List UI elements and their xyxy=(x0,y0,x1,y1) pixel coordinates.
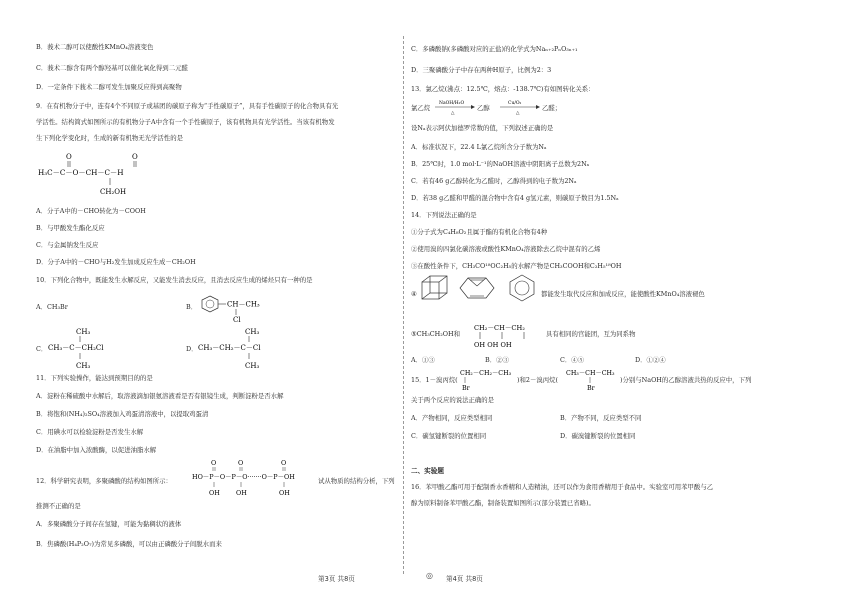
carbonyl-o-2: O xyxy=(132,153,138,161)
q15-stem-b: )和2－溴丙烷( xyxy=(517,376,559,384)
q15-option-d: D．碳溴键断裂的位置相同 xyxy=(560,432,636,440)
arrow2-bot: △ xyxy=(516,111,520,116)
bp1-chain: CH₂－CH₂－CH₃ xyxy=(460,370,512,377)
q12-option-a: A．多聚磷酸分子间存在氢键，可能为黏稠状的液体 xyxy=(36,520,182,528)
q8-option-c: C．莪术二醇含有两个醇羟基可以催化氧化得到二元醛 xyxy=(36,64,188,72)
q15-stem-a: 15．1－溴丙烷( xyxy=(411,376,458,384)
q14-option-c: C．④⑤ xyxy=(560,356,585,364)
q10-b-cl: Cl xyxy=(233,316,241,324)
q13-stem: 13．氯乙烷(沸点：12.5℃，熔点：-138.7℃)有如图转化关系： xyxy=(411,85,595,93)
q15-option-b: B．产物不同，反应类型不同 xyxy=(560,414,642,422)
section-heading-experiment: 二、实验题 xyxy=(411,467,444,475)
pp-main-row: HO－P－O－P－O·······O－P－OH xyxy=(192,473,295,481)
pp-oh-3: OH xyxy=(279,489,290,497)
polyphosphoric-acid-structure xyxy=(192,457,322,499)
q13-chloroethane: 氯乙烷 xyxy=(411,104,431,112)
q10-b-chain: CH－CH₃ xyxy=(227,300,260,309)
q14-statement-4-label: ④ xyxy=(411,290,417,298)
q13-option-c: C．若有46 g乙醇转化为乙醛时，乙醇得到的电子数为2Nₐ xyxy=(411,177,577,185)
q9-option-b: B．与甲酸发生酯化反应 xyxy=(36,224,105,232)
pp-o-3: O xyxy=(281,459,287,467)
q10-option-c-structure xyxy=(46,326,166,372)
q14-statement-3: ③在酸性条件下，CH₃CO¹⁸OC₂H₅的水解产物是CH₃COOH和C₂H₅¹⁸OH xyxy=(411,262,622,270)
q9-stem-1: 9．在有机物分子中，连有4个不同原子或基团的碳原子称为“手性碳原子”，具有手性碳原子的化合物具有光 xyxy=(36,102,339,110)
q14-statement-1: ①分子式为C₄H₈O₂且属于酯的有机化合物有4种 xyxy=(411,228,548,236)
q12-stem-tail: 试从物质的结构分析，下列 xyxy=(318,477,395,485)
arrow-naoh xyxy=(433,98,475,116)
q9-option-c: C．与金属钠发生反应 xyxy=(36,241,99,249)
q9-stem-3: 生下列化学变化时，生成的新有机物无光学活性的是 xyxy=(36,134,183,142)
bp2-chain: CH₃－CH－CH₃ xyxy=(566,370,615,377)
q12-option-d: D．三聚磷酸分子中存在两种H原子，比例为2：3 xyxy=(411,66,552,74)
molecule-a-structure xyxy=(36,150,216,198)
q11-option-c: C．用碘水可以检验淀粉是否发生水解 xyxy=(36,428,144,436)
q15-stem-d: 关于两个反应的说法正确的是 xyxy=(411,396,495,404)
norbornadiene-structure xyxy=(456,272,498,304)
bp1-br: Br xyxy=(462,385,470,392)
glycerol-chain: CH₂－CH－CH₂ xyxy=(474,324,525,332)
carbonyl-o-1: O xyxy=(66,153,72,161)
q14-stem: 14．下列说法正确的是 xyxy=(411,211,477,219)
q14-option-b: B．②③ xyxy=(485,356,509,364)
q14-statement-2: ②使用溴的四氯化碳溶液或酸性KMnO₄溶液除去乙烷中混有的乙烯 xyxy=(411,245,601,253)
q10-stem: 10．下列化合物中，既能发生水解反应，又能发生消去反应，且消去反应生成的烯烃只有一种的是 xyxy=(36,276,313,284)
2-bromopropane-structure xyxy=(566,366,626,392)
q12-stem-2: 推测不正确的是 xyxy=(36,502,81,510)
1-bromopropane-structure xyxy=(460,366,520,392)
q10-option-c-label: C． xyxy=(36,345,48,353)
q13-option-b: B．25℃时，1.0 mol·L⁻¹的NaOH溶液中阴阳离子总数为2Nₐ xyxy=(411,160,590,168)
q16-stem-1: 16．苯甲酸乙酯可用于配制香水香精和人造精油，还可以作为食用香精用于食品中。实验室可用苯甲酸与乙 xyxy=(411,483,714,491)
q13-na-statement: 设Nₐ表示阿伏加德罗常数的值，下列叙述正确的是 xyxy=(411,124,554,132)
pp-o-1: O xyxy=(211,459,217,467)
arrow1-bot: △ xyxy=(451,111,455,116)
q14-option-a: A．①③ xyxy=(411,356,435,364)
column-divider xyxy=(403,36,404,574)
q11-option-b: B．将饱和(NH₄)₂SO₄溶液加入鸡蛋清溶液中，以提取鸡蛋清 xyxy=(36,410,209,418)
molecule-a-main-chain: H₃C－C－O－CH－C－H xyxy=(38,168,124,177)
q13-option-d: D．若38 g乙醛和甲醛的混合物中含有4 g氢元素，则碳原子数目为1.5Nₐ xyxy=(411,194,619,202)
q10-c-mid: CH₃－C－CH₂Cl xyxy=(48,344,104,352)
q10-d-bot: CH₃ xyxy=(245,362,260,370)
arrow2-top: Cu/O₂ xyxy=(508,101,522,106)
q9-stem-2: 学活性。结构简式如图所示的有机物分子A中含有一个手性碳原子，该有机物具有光学活性。当该有机物发 xyxy=(36,118,335,126)
page-footer-left: 第3页 共8页 xyxy=(318,575,355,583)
pp-o-2: O xyxy=(238,459,244,467)
q10-option-d-structure xyxy=(196,326,316,372)
q8-option-b: B．莪术二醇可以使酸性KMnO₄溶液变色 xyxy=(36,43,154,51)
q11-stem: 11．下列实验操作，能达到预期目的的是 xyxy=(36,374,153,382)
q15-option-c: C．碳氢键断裂的位置相同 xyxy=(411,432,487,440)
q15-option-a: A．产物相同，反应类型相同 xyxy=(411,414,493,422)
q13-acetaldehyde: 乙醛； xyxy=(542,104,562,112)
page-footer-right: 第4页 共8页 xyxy=(446,575,483,583)
q14-statement-4-text: 都能发生取代反应和加成反应，能使酸性KMnO₄溶液褪色 xyxy=(541,290,705,298)
q9-option-d: D．分子A中的－CHO与H₂发生加成反应生成－CH₂OH xyxy=(36,258,196,266)
pp-oh-2: OH xyxy=(236,489,247,497)
cubane-structure xyxy=(420,273,450,303)
q10-d-mid: CH₃－CH₂－C－Cl xyxy=(198,344,261,352)
q14-statement-5-text: 具有相同的官能团，互为同系物 xyxy=(546,330,636,338)
q11-option-a: A．淀粉在稀硫酸中水解后，取溶液滴加银氨溶液看是否有银镜生成，判断淀粉是否水解 xyxy=(36,392,284,400)
q12-option-b: B．焦磷酸(H₄P₂O₇)为常见多磷酸，可以由正磷酸分子间脱水而来 xyxy=(36,540,222,548)
q10-option-a: A．CH₃Br xyxy=(36,303,68,311)
q10-option-b-label: B． xyxy=(186,303,198,311)
q10-d-top: CH₃ xyxy=(245,328,260,336)
q12-stem: 12．科学研究表明，多聚磷酸的结构如图所示： xyxy=(36,477,172,485)
glycerol-oh: OH OH OH xyxy=(474,341,512,349)
bp2-br: Br xyxy=(587,385,595,392)
q9-option-a: A．分子A中的－CHO转化为－COOH xyxy=(36,207,146,215)
arrow1-top: NaOH/H₂O xyxy=(439,101,465,106)
q8-option-d: D．一定条件下莪术二醇可发生加聚反应得到高聚物 xyxy=(36,83,182,91)
q15-stem-c: )分别与NaOH的乙醇溶液共热的反应中，下列 xyxy=(620,376,752,384)
q14-statement-5-label: ⑤CH₃CH₂OH和 xyxy=(411,330,460,338)
q13-option-a: A．标准状况下，22.4 L氯乙烷所含分子数为Nₐ xyxy=(411,143,547,151)
benzene-structure xyxy=(507,273,537,303)
q12-option-c: C．多磷酸钠(多磷酸对应的正盐)的化学式为Naₙ₊₂PₙO₃ₙ₊₁ xyxy=(411,45,578,53)
q11-option-d: D．在油脂中加入浓酸酶，以促进油脂水解 xyxy=(36,446,157,454)
pp-oh-1: OH xyxy=(209,489,220,497)
q10-option-b-structure xyxy=(196,292,286,324)
q16-stem-2: 醇为原料制备苯甲酸乙酯，制备装置如图所示(部分装置已省略)。 xyxy=(411,499,595,507)
q13-ethanol: 乙醇 xyxy=(477,104,490,112)
center-binding-mark: ◎ xyxy=(426,571,433,580)
molecule-a-ch2oh: CH₂OH xyxy=(100,188,127,196)
q10-c-bot: CH₃ xyxy=(76,362,91,370)
arrow-cu xyxy=(498,98,540,116)
q10-c-top: CH₃ xyxy=(76,328,91,336)
q10-option-d-label: D． xyxy=(186,345,198,353)
q14-option-d: D．①②④ xyxy=(635,356,666,364)
glycerol-structure xyxy=(474,320,544,350)
